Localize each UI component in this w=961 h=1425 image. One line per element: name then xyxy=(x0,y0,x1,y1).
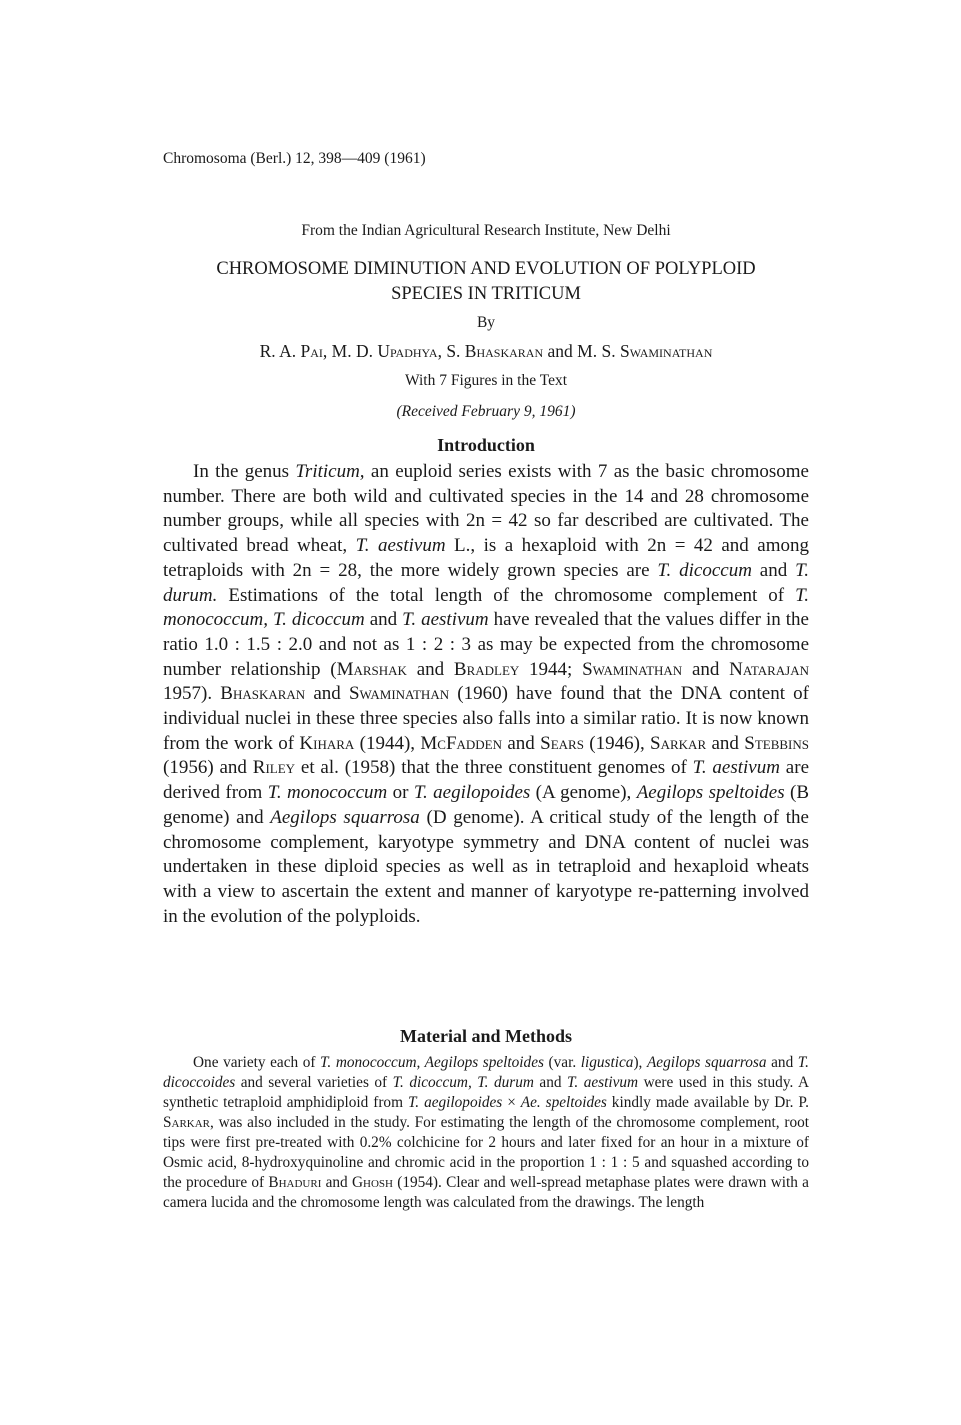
section-heading-introduction: Introduction xyxy=(437,435,535,455)
text-run: 1957). xyxy=(163,683,221,705)
italic-run: Aegilops speltoides xyxy=(636,782,785,804)
figures-note: With 7 Figures in the Text xyxy=(404,372,568,389)
text-run: In the genus xyxy=(193,461,296,482)
text-run: ), xyxy=(633,1054,647,1071)
title-line-2: SPECIES IN TRITICUM xyxy=(391,284,581,304)
text-run: (D genome). A critical study of the length of the chromosome complement, karyotype symmetry and DNA content of nuclei was undertaken in these diploid species as well as in tetraploid and hexaploid wheats with a view to ascertain the extent and manner of karyotype re-patterning involved in the evolution of the polyploids. xyxy=(163,806,809,927)
section-heading-methods: Material and Methods xyxy=(400,1026,572,1046)
cited-author: Natarajan xyxy=(729,658,810,680)
text-run: kindly made available by Dr. P. xyxy=(606,1094,809,1111)
cited-author: Bhaskaran xyxy=(220,683,306,705)
text-run: , was also included in the study. For estimating the length of the chromosome complement, root tips were first pre-treated with 0.2% colchicine for 2 hours and later fixed for an hour in a mixture of Osmic acid, 8-hydroxyquinoline and chromic acid in the proportion 1 : 1 : 5 and squashed according to the procedure of xyxy=(163,1114,809,1191)
text-run: are derived from xyxy=(163,757,809,804)
cited-author: Bradley xyxy=(453,658,520,680)
text-run: (1956) and xyxy=(163,757,253,779)
italic-run: T. aestivum xyxy=(567,1074,639,1091)
cited-author: Bhaduri xyxy=(268,1174,322,1191)
author-initials: R. A. xyxy=(259,341,301,361)
italic-run: T. aestivum xyxy=(692,757,780,779)
text-run: and xyxy=(751,559,796,581)
text-run: have revealed that the values differ in the ratio 1.0 : 1.5 : 2.0 and not as 1 : 2 : 3 as may be expected from the chromosome number relationship ( xyxy=(163,609,809,680)
text-run: and xyxy=(682,658,730,680)
italic-run: T. dicoccum, T. durum xyxy=(392,1074,534,1091)
italic-run: T. durum. xyxy=(163,559,809,606)
text-run: (1944), xyxy=(354,732,421,754)
introduction-paragraph xyxy=(163,460,809,929)
author-separator: , S. xyxy=(437,341,465,361)
cited-author: Ghosh xyxy=(351,1174,393,1191)
author-name: Bhaskaran xyxy=(464,341,544,361)
text-run: and several varieties of xyxy=(235,1074,393,1091)
italic-run: T. aegilopoides xyxy=(407,1094,503,1111)
author-list xyxy=(163,341,809,362)
text-run: and xyxy=(533,1074,567,1091)
cited-author: Stebbins xyxy=(744,732,809,754)
text-run: Estimations of the total length of the chromosome complement of xyxy=(217,584,796,606)
article-title xyxy=(163,257,809,307)
italic-run: Aegilops squarrosa xyxy=(646,1054,767,1071)
cited-author: Sears xyxy=(540,732,584,754)
text-run: or xyxy=(387,782,414,804)
text-run: × xyxy=(502,1094,521,1111)
italic-run: T. aestivum xyxy=(402,609,489,631)
text-run: and xyxy=(305,683,349,705)
italic-run: T. monococcum xyxy=(267,782,388,804)
italic-run: T. dicoccum xyxy=(657,559,752,581)
text-run: (B genome) and xyxy=(163,782,809,828)
italic-run: Aegilops squarrosa xyxy=(270,806,420,828)
title-line-1: CHROMOSOME DIMINUTION AND EVOLUTION OF POLYPLOID xyxy=(216,259,756,279)
italic-run: ligustica xyxy=(580,1054,634,1071)
italic-run: Triticum, xyxy=(295,461,365,482)
italic-run: T. monococcum, Aegilops speltoides xyxy=(320,1054,544,1071)
text-run: and xyxy=(406,658,454,680)
cited-author: Sarkar xyxy=(650,732,707,754)
text-run: (A genome), xyxy=(530,782,637,804)
cited-author: Marshak xyxy=(336,658,407,680)
text-run: and xyxy=(321,1174,352,1191)
methods-paragraph xyxy=(163,1053,809,1213)
author-separator: and M. S. xyxy=(543,341,620,361)
text-run: 1944; xyxy=(519,658,583,680)
author-separator: , M. D. xyxy=(322,341,378,361)
cited-author: Swaminathan xyxy=(582,658,683,680)
author-name: Upadhya xyxy=(377,341,438,361)
text-run: One variety each of xyxy=(193,1054,321,1071)
text-run: (1960) have found that the DNA content of individual nuclei in these three species also falls into a similar ratio. It is now known from the work of xyxy=(163,683,810,754)
cited-author: McFadden xyxy=(420,732,503,754)
cited-author: Riley xyxy=(252,757,296,779)
text-run: L., is a hexaploid with 2n = 42 and among tetraploids with 2n = 28, the more widely grown species are xyxy=(163,535,809,581)
author-name: Swaminathan xyxy=(619,341,713,361)
text-run: (var. xyxy=(543,1054,581,1071)
text-run: were used in this study. A synthetic tetraploid amphidiploid from xyxy=(163,1074,809,1111)
cited-author: Sarkar xyxy=(163,1114,211,1131)
text-run: an euploid series exists with 7 as the basic chromosome number. There are both wild and cultivated species in the 14 and 28 chromosome number groups, while all species with 2n = 42 so far described are cultivated. The cultivated bread wheat, xyxy=(163,461,809,557)
text-run: (1946), xyxy=(583,732,651,754)
journal-reference: Chromosoma (Berl.) 12, 398—409 (1961) xyxy=(163,150,426,167)
text-run: and xyxy=(364,609,403,631)
italic-run: T. dicoccoides xyxy=(163,1054,809,1091)
author-name: Pai xyxy=(300,341,323,361)
text-run: and xyxy=(766,1054,798,1071)
italic-run: T. aestivum xyxy=(355,535,446,557)
text-run: (1954). Clear and well-spread metaphase plates were drawn with a camera lucida and the chromosome length was calculated from the drawings. The length xyxy=(163,1174,809,1211)
by-line: By xyxy=(476,314,496,331)
cited-author: Swaminathan xyxy=(348,683,450,705)
cited-author: Kihara xyxy=(299,732,355,754)
institute-line: From the Indian Agricultural Research Institute, New Delhi xyxy=(301,222,671,239)
text-run: et al. (1958) that the three constituent genomes of xyxy=(295,757,693,779)
italic-run: T. aegilopoides xyxy=(413,782,531,804)
text-run: and xyxy=(502,732,541,754)
text-run: and xyxy=(706,732,745,754)
italic-run: T. monococcum, T. dicoccum xyxy=(163,584,809,631)
received-date: (Received February 9, 1961) xyxy=(396,403,576,420)
italic-run: Ae. speltoides xyxy=(520,1094,607,1111)
